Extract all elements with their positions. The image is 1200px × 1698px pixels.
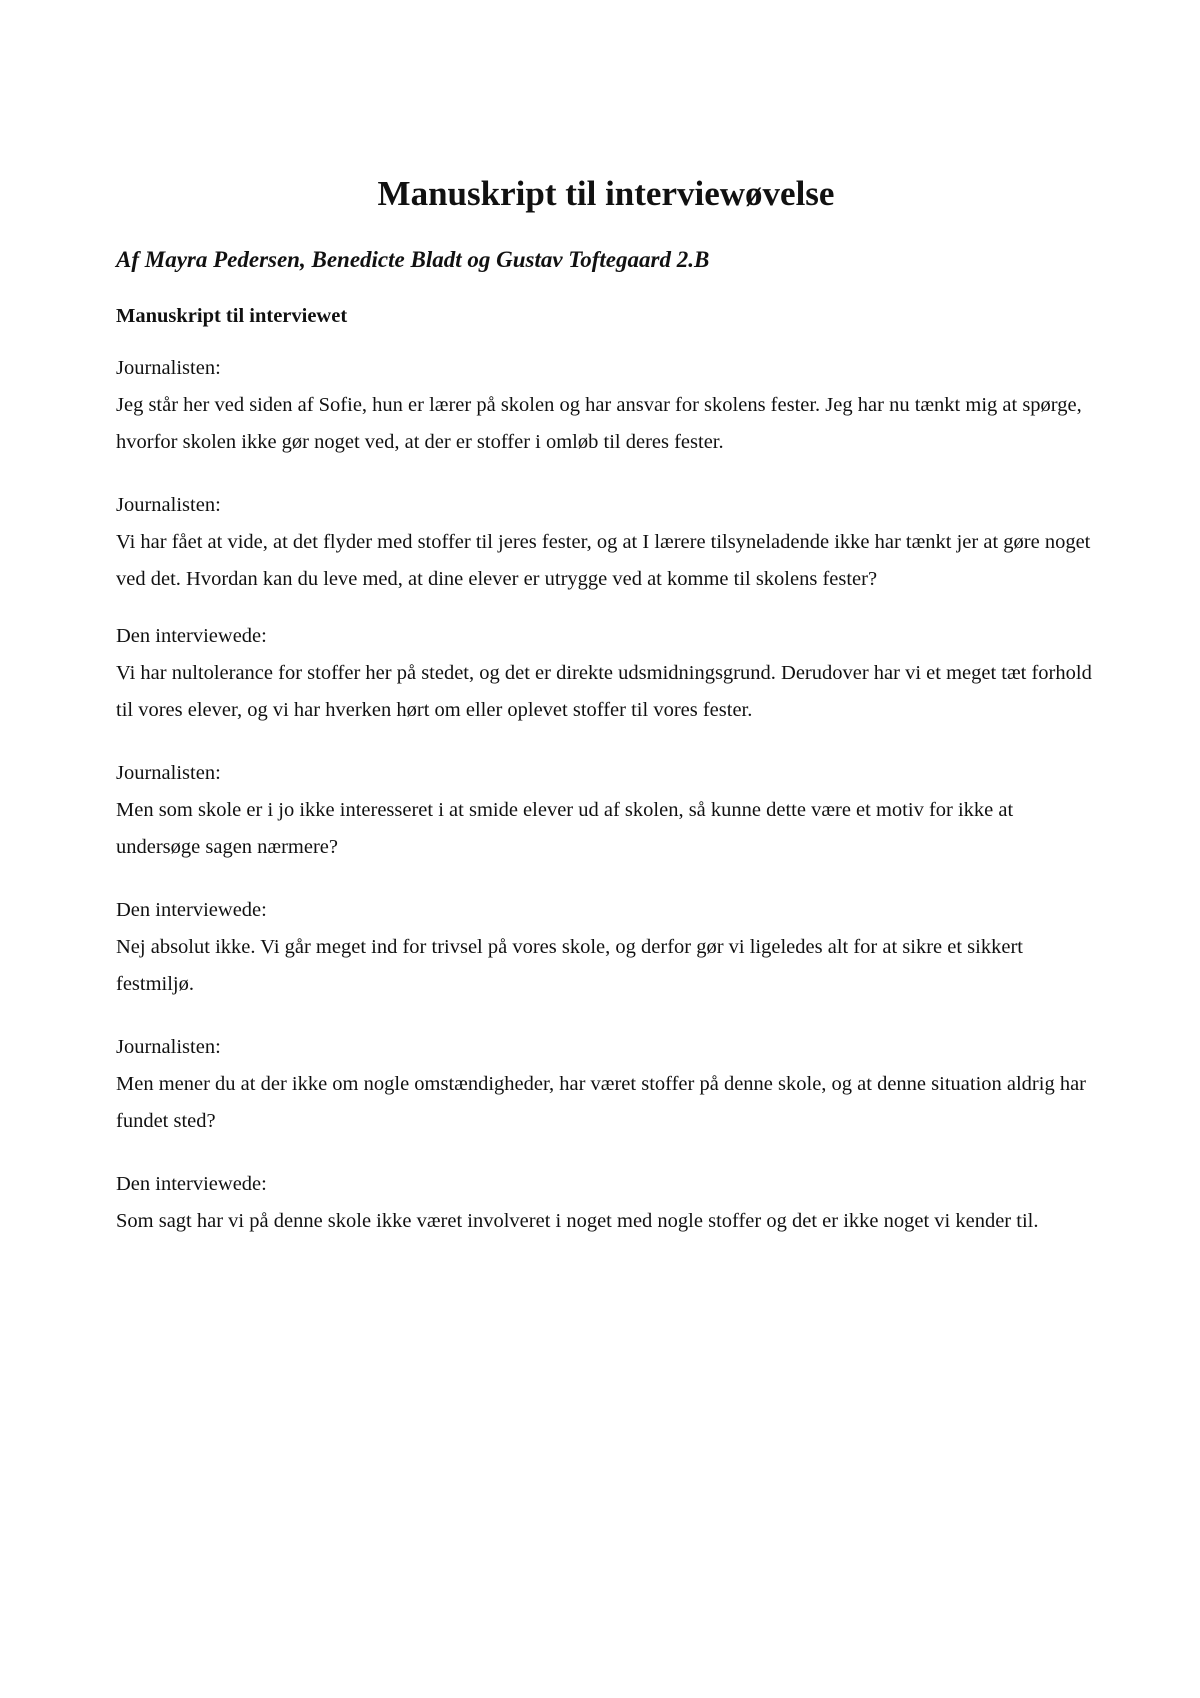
section-heading: Manuskript til interviewet <box>116 305 348 327</box>
utterance-text: Vi har nultolerance for stoffer her på stedet, og det er direkte udsmidningsgrund. Derudover har vi et meget tæt forhold til vores elever, og vi har hverken hørt om eller oplevet stoffer til vores fester. <box>116 662 1092 721</box>
document-title: Manuskript til interviewøvelse <box>377 174 835 213</box>
utterance-text: Vi har fået at vide, at det flyder med stoffer til jeres fester, og at I lærere tilsyneladende ikke har tænkt jer at gøre noget ved det. Hvordan kan du leve med, at dine elever er utrygge ved at komme til skolens fester? <box>116 531 1091 590</box>
speaker-label: Den interviewede: <box>116 625 267 647</box>
speaker-label: Journalisten: <box>116 1036 221 1058</box>
interview-turn-7 <box>116 1166 1096 1240</box>
utterance-text: Men som skole er i jo ikke interesseret i at smide elever ud af skolen, så kunne dette være et motiv for ikke at undersøge sagen nærmere? <box>116 799 1014 858</box>
speaker-label: Journalisten: <box>116 357 221 379</box>
speaker-label: Den interviewede: <box>116 899 267 921</box>
document-body <box>116 172 1096 1266</box>
utterance-text: Som sagt har vi på denne skole ikke været involveret i noget med nogle stoffer og det er ikke noget vi kender til. <box>116 1210 1039 1232</box>
interview-turn-2 <box>116 487 1096 598</box>
speaker-label: Journalisten: <box>116 494 221 516</box>
interview-turn-1 <box>116 350 1096 461</box>
interview-turn-5 <box>116 892 1096 1003</box>
speaker-label: Journalisten: <box>116 762 221 784</box>
interview-turn-6 <box>116 1029 1096 1140</box>
interview-turn-3 <box>116 618 1096 729</box>
utterance-text: Men mener du at der ikke om nogle omstændigheder, har været stoffer på denne skole, og at denne situation aldrig har fundet sted? <box>116 1073 1087 1132</box>
document-authors: Af Mayra Pedersen, Benedicte Bladt og Gustav Toftegaard 2.B <box>116 247 710 272</box>
utterance-text: Jeg står her ved siden af Sofie, hun er lærer på skolen og har ansvar for skolens fester. Jeg har nu tænkt mig at spørge, hvorfor skolen ikke gør noget ved, at der er stoffer i omløb til deres fester. <box>116 394 1082 453</box>
interview-turn-4 <box>116 755 1096 866</box>
utterance-text: Nej absolut ikke. Vi går meget ind for trivsel på vores skole, og derfor gør vi ligeledes alt for at sikre et sikkert festmiljø. <box>116 936 1023 995</box>
speaker-label: Den interviewede: <box>116 1173 267 1195</box>
